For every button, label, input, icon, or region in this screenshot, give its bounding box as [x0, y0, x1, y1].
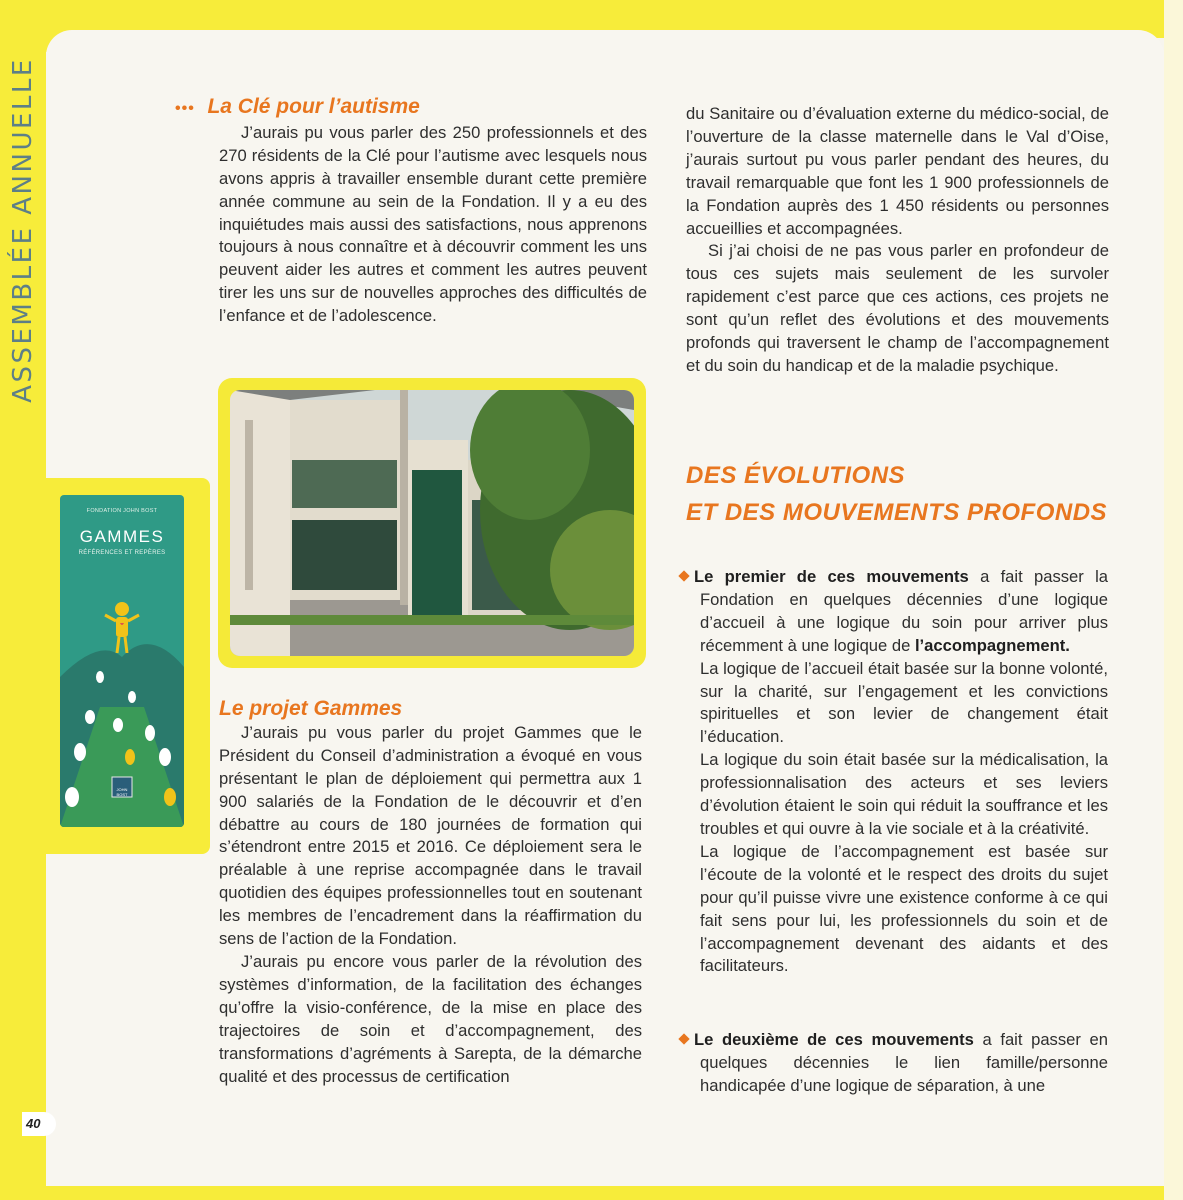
big-heading-line2: ET DES MOUVEMENTS PROFONDS [686, 499, 1108, 526]
movement-1-lead: Le premier de ces mouvements [694, 567, 969, 586]
big-heading-line1: DES ÉVOLUTIONS [686, 462, 906, 489]
movement-1-para2: La logique de l’accueil était basée sur la bonne volonté, sur la charité, sur l’engagement et les convictions spirituelles et son levier de changement était l’éducation. [700, 658, 1108, 747]
booklet-title: GAMMES [79, 527, 165, 546]
section-title-gammes: Le projet Gammes [219, 697, 403, 720]
section-title-autisme: La Clé pour l’autisme [207, 95, 420, 118]
paragraph-gammes-2: J’aurais pu encore vous parler de la révolution des systèmes d’information, de la facilitation des échanges qu’offre la visio-conférence, de la mise en place des trajectoires de soin et d’accompagnement, des transformations d’agréments à Sarepta, de la démarche qualité et des processus de certification [219, 951, 642, 1086]
bullet-diamond-icon [678, 1033, 689, 1044]
paragraph-gammes-1: J’aurais pu vous parler du projet Gammes que le Président du Conseil d’administration a évoqué en vous présentant le plan de déploiement qui permettra aux 1 900 salariés de la Fondation de le découvrir et d’en débattre au cours de 180 journées de formation qui s’étendront entre 2015 et 2016. Ce déploiement sera le préalable à une reprise accompagnée dans le travail quotidien des équipes professionnelles tout en soutenant les membres de l’encadrement dans la réaffirmation du sens de l’action de la Fondation. [219, 722, 642, 949]
movement-2-text: a fait passer en quelques décennies le lien famille/personne handicapée d’une logique de séparation, à une [700, 1030, 1108, 1095]
movement-2 [680, 1029, 1108, 1098]
booklet-subtitle: RÉFÉRENCES ET REPÈRES [78, 550, 166, 556]
movement-1-para4: La logique de l’accompagnement est basée sur l’écoute de la volonté et le respect des droits du sujet pour qu’il puisse vivre une existence conforme à ce qui fait sens pour lui, les professionnels du soin et de l’accompagnement devenant des aidants et des facilitateurs. [700, 841, 1108, 976]
paragraph-right-1: du Sanitaire ou d’évaluation externe du médico-social, de l’ouverture de la classe maternelle dans le Val d’Oise, j’aurais surtout pu vous parler pendant des heures, du travail remarquable que font les 1 900 professionnels de la Fondation auprès des 1 450 résidents ou personnes accueillies et accompagnées. [686, 104, 1109, 238]
sidebar-label-text: ASSEMBLÉE ANNUELLE [8, 57, 38, 403]
booklet-logo-text: JOHN BOST [116, 787, 128, 797]
section-autisme [175, 95, 647, 328]
right-column-intro [686, 103, 1109, 378]
movement-1-text: a fait passer la Fondation en quelques décennies d’une logique d’accueil à une logique du soin pour arriver plus récemment à une logique de [700, 567, 1108, 655]
bullet-diamond-icon [678, 570, 689, 581]
movement-1 [680, 566, 1108, 978]
gammes-booklet-cover [60, 495, 184, 827]
paragraph-autisme: J’aurais pu vous parler des 250 professionnels et des 270 résidents de la Clé pour l’autisme avec lesquels nous avons appris à travailler ensemble durant cette première année commune au sein de la Fondation. Il y a eu des inquiétudes mais aussi des satisfactions, nous apprenons toujours à nous connaître et à découvrir comment les uns peuvent aider les autres et comment les autres peuvent tirer les uns sur de nouvelles approches des difficultés de l’enfance et de l’adolescence. [219, 122, 647, 326]
page-number: 40 [22, 1112, 56, 1136]
photo-frame [218, 378, 646, 668]
movement-1-bold-end: l’accompagnement. [914, 635, 1070, 655]
booklet-publisher: FONDATION JOHN BOST [86, 508, 158, 514]
movement-2-lead: Le deuxième de ces mouvements [694, 1030, 974, 1049]
movement-1-para3: La logique du soin était basée sur la médicalisation, la professionnalisation des acteurs et ses leviers d’évolution étaient le soin qui réduit la souffrance et les troubles et qui ouvre à la vie sociale et à la créativité. [700, 750, 1108, 838]
bottom-yellow-band [0, 1186, 1183, 1200]
building-photo [230, 390, 634, 656]
paragraph-right-2: Si j’ai choisi de ne pas vous parler en profondeur de tous ces sujets mais seulement de les survoler rapidement c’est parce que ces actions, ces projets ne sont qu’un reflet des évolutions et des mouvements profonds qui traversent le champ de l’accompagnement et du soin du handicap et de la maladie psychique. [686, 241, 1109, 375]
sidebar-label [2, 40, 44, 420]
booklet-frame [38, 478, 210, 854]
title-bullets: ••• [175, 100, 195, 117]
section-gammes [219, 698, 642, 1088]
right-edge [1164, 0, 1183, 1200]
